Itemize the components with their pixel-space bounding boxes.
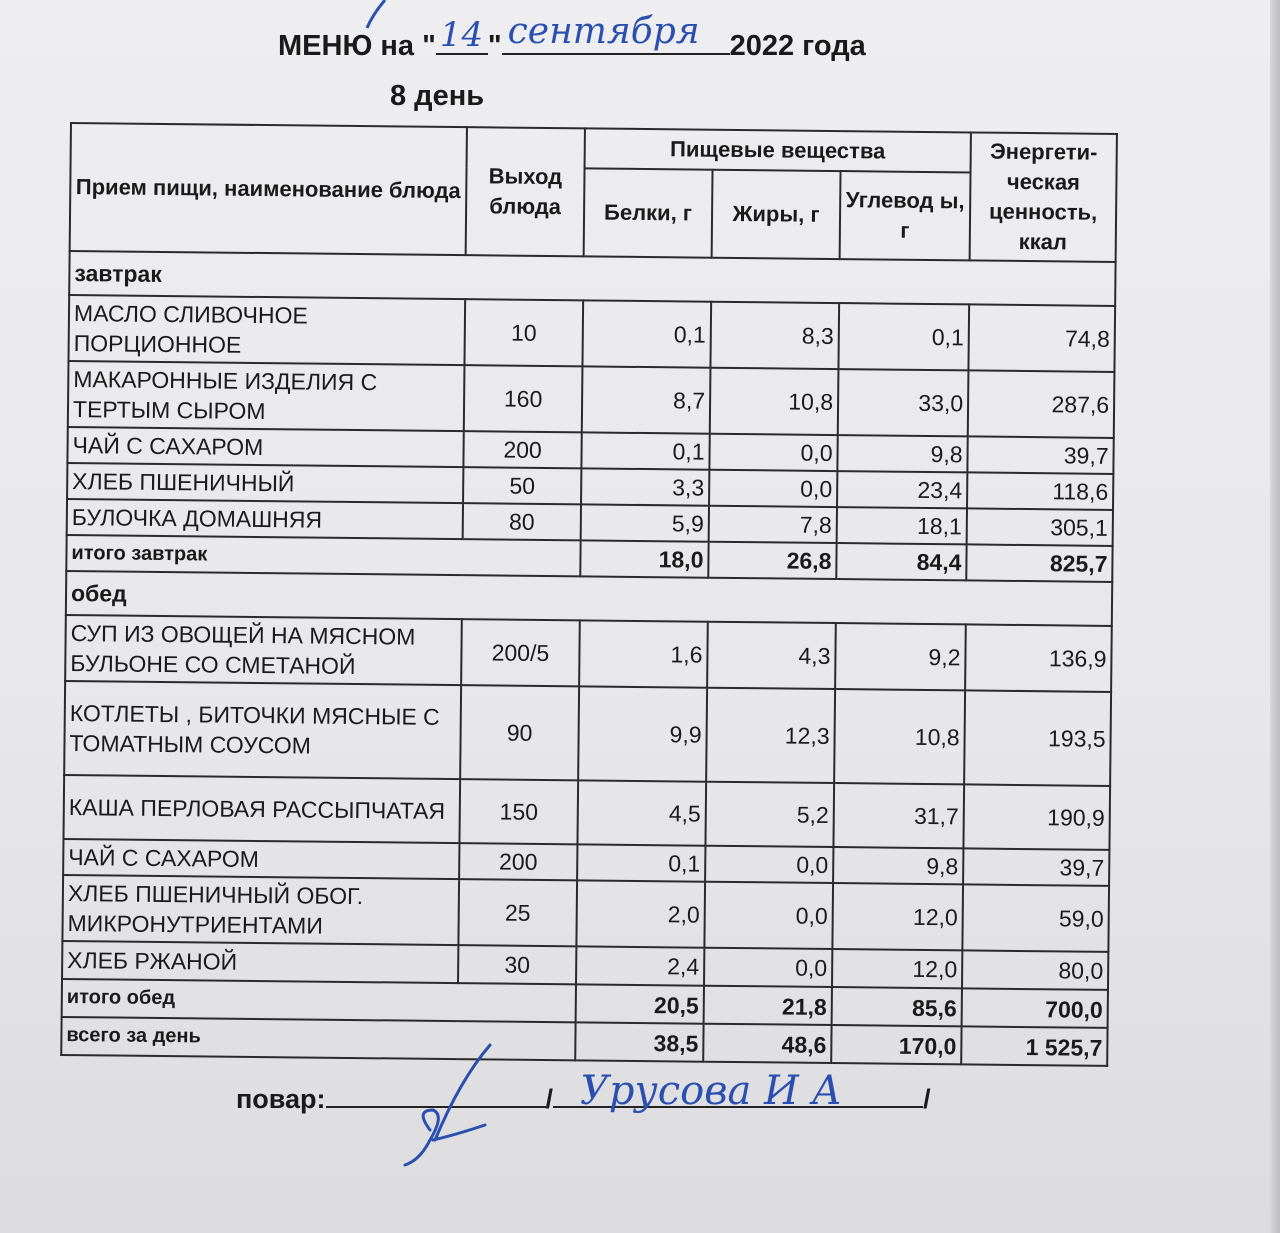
dish-name: КОТЛЕТЫ , БИТОЧКИ МЯСНЫЕ С ТОМАТНЫМ СОУСОМ <box>64 681 461 779</box>
dish-energy: 59,0 <box>962 884 1109 952</box>
table-row <box>62 875 1109 952</box>
pen-stroke-top <box>355 0 395 30</box>
dish-protein: 4,5 <box>577 780 706 845</box>
menu-title <box>278 11 866 63</box>
dish-output: 200/5 <box>461 619 580 686</box>
dish-protein: 8,7 <box>582 366 711 433</box>
table-row <box>68 295 1115 372</box>
dish-protein: 9,9 <box>578 686 707 781</box>
dish-protein: 1,6 <box>579 620 708 687</box>
dish-output: 90 <box>460 685 579 780</box>
dish-energy: 74,8 <box>968 304 1115 372</box>
dish-output: 10 <box>464 299 583 366</box>
dish-carbs: 9,8 <box>833 847 963 884</box>
dish-carbs: 18,1 <box>837 507 967 544</box>
total-energy: 825,7 <box>966 544 1112 582</box>
dish-fat: 8,3 <box>710 302 839 369</box>
dish-energy: 136,9 <box>965 624 1112 692</box>
menu-table <box>60 122 1118 1067</box>
dish-energy: 193,5 <box>964 690 1111 786</box>
cook-label: повар: <box>236 1084 326 1114</box>
dish-output: 200 <box>463 431 581 468</box>
dish-output: 160 <box>464 365 583 432</box>
dish-carbs: 12,0 <box>832 949 962 988</box>
header-output: Выход блюда <box>466 127 585 256</box>
dish-carbs: 0,1 <box>838 303 969 370</box>
page-edge <box>1270 0 1280 1233</box>
dish-fat: 0,0 <box>705 846 833 883</box>
total-fat: 21,8 <box>704 986 832 1025</box>
day-total-fat: 48,6 <box>703 1024 831 1063</box>
title-year: 2022 года <box>729 30 866 62</box>
dish-energy: 118,6 <box>967 472 1113 510</box>
header-carbs: Углевод ы, г <box>840 171 971 260</box>
dish-fat: 12,3 <box>706 688 835 783</box>
dish-name: МАСЛО СЛИВОЧНОЕ ПОРЦИОННОЕ <box>68 295 465 365</box>
day-total-energy: 1 525,7 <box>961 1026 1107 1066</box>
title-quote: " <box>487 30 502 62</box>
dish-name: ХЛЕБ ПШЕНИЧНЫЙ <box>67 463 463 503</box>
dish-output: 50 <box>463 467 581 504</box>
day-total-protein: 38,5 <box>575 1022 703 1061</box>
section-lunch: обед <box>66 571 1112 626</box>
slash-left: / <box>545 1084 554 1114</box>
handwritten-cook-name: Урусова И А <box>580 1068 842 1114</box>
section-breakfast: завтрак <box>69 251 1115 306</box>
menu-day-number: 8 день <box>390 80 485 112</box>
dish-carbs: 9,8 <box>837 435 967 472</box>
dish-fat: 10,8 <box>710 368 839 435</box>
dish-output: 25 <box>458 879 577 946</box>
table-row <box>63 775 1110 850</box>
slash-right: / <box>923 1084 931 1114</box>
dish-energy: 80,0 <box>962 950 1108 990</box>
day-total-carbs: 170,0 <box>831 1025 961 1064</box>
dish-output: 30 <box>458 945 576 984</box>
dish-protein: 2,4 <box>576 946 704 985</box>
dish-energy: 39,7 <box>963 848 1109 886</box>
dish-protein: 3,3 <box>581 468 709 505</box>
header-protein: Белки, г <box>584 168 713 257</box>
dish-fat: 0,0 <box>704 882 833 949</box>
dish-name: БУЛОЧКА ДОМАШНЯЯ <box>67 499 463 539</box>
dish-name: МАКАРОННЫЕ ИЗДЕЛИЯ С ТЕРТЫМ СЫРОМ <box>68 361 465 431</box>
dish-carbs: 10,8 <box>834 689 965 784</box>
dish-fat: 7,8 <box>709 506 837 543</box>
dish-protein: 0,1 <box>582 300 711 367</box>
dish-protein: 0,1 <box>577 844 705 881</box>
header-dish: Прием пищи, наименование блюда <box>70 123 467 255</box>
total-carbs: 85,6 <box>832 987 962 1026</box>
month-blank <box>502 11 730 55</box>
header-fat: Жиры, г <box>712 170 841 259</box>
day-total-label: всего за день <box>61 1017 575 1060</box>
total-label: итого завтрак <box>66 535 580 576</box>
dish-fat: 0,0 <box>704 948 832 987</box>
dish-carbs: 12,0 <box>832 883 963 950</box>
dish-name: СУП ИЗ ОВОЩЕЙ НА МЯСНОМ БУЛЬОНЕ СО СМЕТАНОЙ <box>65 615 462 685</box>
dish-energy: 190,9 <box>963 784 1110 850</box>
dish-carbs: 23,4 <box>837 471 967 508</box>
dish-carbs: 33,0 <box>838 369 969 436</box>
dish-fat: 5,2 <box>705 782 834 847</box>
dish-output: 200 <box>459 843 577 880</box>
total-carbs: 84,4 <box>836 543 966 580</box>
handwritten-month: сентября <box>507 11 700 52</box>
dish-energy: 39,7 <box>967 436 1113 474</box>
total-fat: 26,8 <box>708 542 836 579</box>
total-energy: 700,0 <box>962 988 1108 1028</box>
total-label: итого обед <box>62 979 576 1022</box>
dish-fat: 4,3 <box>707 622 836 689</box>
handwritten-signature <box>375 1040 505 1170</box>
dish-fat: 0,0 <box>709 434 837 471</box>
header-energy: Энергети-ческая ценность, ккал <box>970 132 1117 262</box>
handwritten-day: 14 <box>439 15 484 55</box>
dish-output: 80 <box>463 503 581 540</box>
day-blank <box>436 15 488 55</box>
dish-output: 150 <box>459 779 578 844</box>
dish-carbs: 31,7 <box>833 783 964 848</box>
header-nutrients: Пищевые вещества <box>585 128 971 172</box>
dish-name: ЧАЙ С САХАРОМ <box>63 839 459 879</box>
dish-protein: 0,1 <box>581 432 709 469</box>
title-prefix: МЕНЮ на " <box>278 30 436 62</box>
dish-carbs: 9,2 <box>835 623 966 690</box>
dish-name: ХЛЕБ РЖАНОЙ <box>62 941 458 983</box>
dish-fat: 0,0 <box>709 470 837 507</box>
table-row <box>64 681 1111 786</box>
dish-name: ЧАЙ С САХАРОМ <box>67 427 463 467</box>
total-protein: 18,0 <box>580 540 708 577</box>
dish-protein: 2,0 <box>576 880 705 947</box>
dish-energy: 287,6 <box>968 370 1115 438</box>
table-row <box>65 615 1112 692</box>
dish-protein: 5,9 <box>581 504 709 541</box>
dish-name: КАША ПЕРЛОВАЯ РАССЫПЧАТАЯ <box>63 775 460 843</box>
total-protein: 20,5 <box>576 984 704 1023</box>
dish-name: ХЛЕБ ПШЕНИЧНЫЙ ОБОГ. МИКРОНУТРИЕНТАМИ <box>62 875 459 945</box>
dish-energy: 305,1 <box>967 508 1113 546</box>
table-row <box>68 361 1115 438</box>
